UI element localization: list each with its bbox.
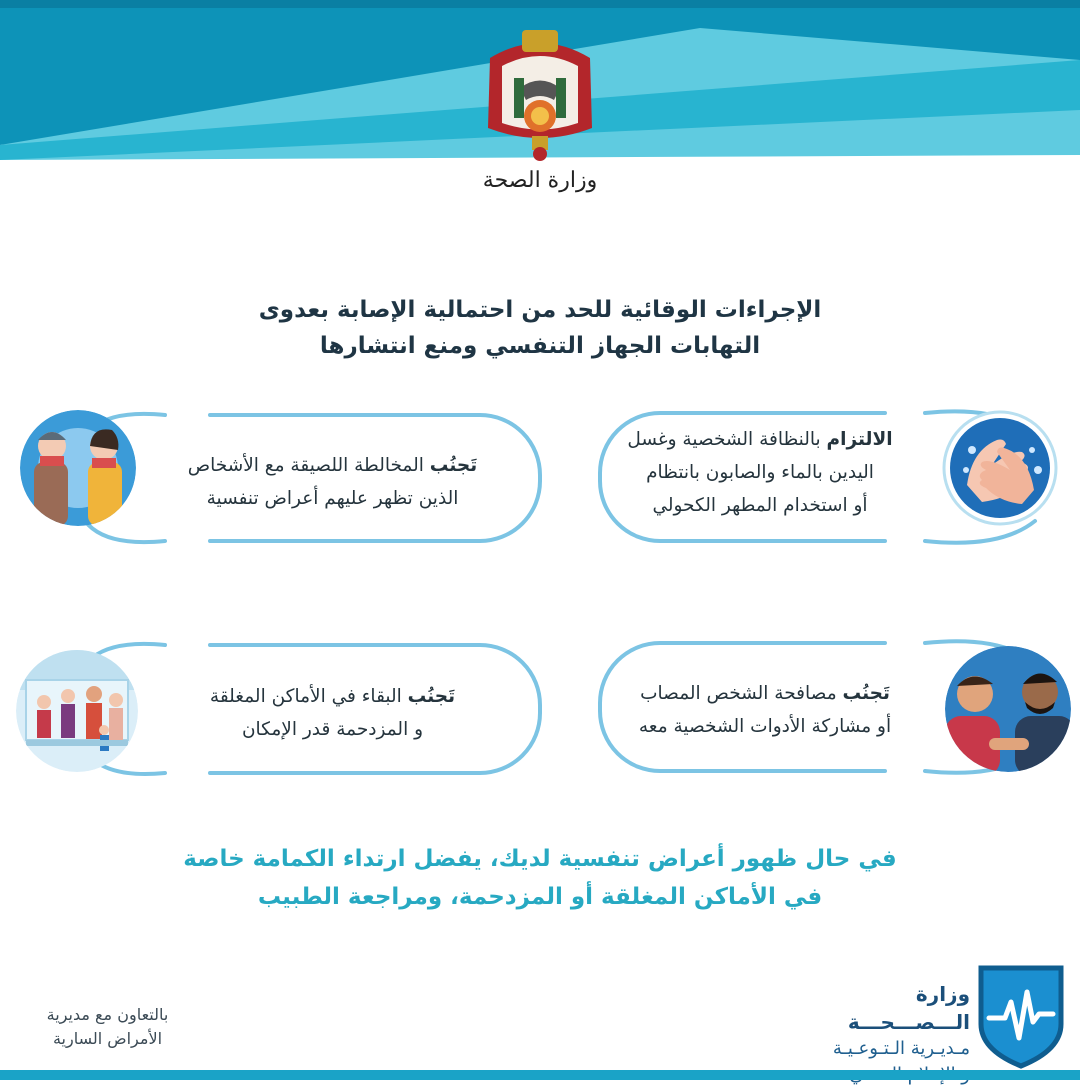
partner-line-1: بالتعاون مع مديرية — [46, 1005, 169, 1024]
card-1-line-3: أو استخدام المطهر الكحولي — [652, 495, 868, 516]
card-avoid-handshake — [585, 677, 945, 743]
title-line-2: التهابات الجهاز التنفسي ومنع انتشارها — [319, 333, 761, 359]
card-hand-hygiene — [580, 423, 940, 522]
card-2-keyword: تَجنُب — [429, 455, 478, 476]
page-title — [150, 292, 930, 364]
card-2-line-1: المخالطة اللصيقة مع الأشخاص — [187, 455, 430, 476]
handwashing-icon — [942, 410, 1058, 526]
card-4-line-1: البقاء في الأماكن المغلقة — [209, 686, 408, 707]
card-avoid-crowded-places — [140, 680, 525, 746]
card-3-line-1: مصافحة الشخص المصاب — [640, 683, 843, 704]
title-line-1: الإجراءات الوقائية للحد من احتمالية الإصابة بعدوى — [258, 297, 822, 323]
logo-subtitle-1: مـديـرية الـتـوعـيـة — [832, 1038, 970, 1059]
coat-of-arms-emblem — [480, 28, 600, 163]
bottom-accent-bar — [0, 1070, 1080, 1080]
card-4-keyword: تَجنُب — [407, 686, 456, 707]
card-3-keyword: تَجنُب — [842, 683, 890, 704]
card-avoid-close-contact — [135, 449, 530, 515]
shield-heartbeat-icon — [975, 962, 1067, 1070]
partner-credit — [20, 1003, 195, 1051]
card-1-line-2: اليدين بالماء والصابون بانتظام — [646, 462, 874, 483]
partner-line-2: الأمراض السارية — [52, 1029, 163, 1048]
handshake-icon — [945, 646, 1071, 772]
ministry-name-calligraphy: وزارة الصحة — [482, 168, 598, 193]
card-1-keyword: الالتزام — [826, 429, 893, 450]
mask-advice-note — [120, 840, 960, 916]
crowd-icon — [16, 650, 138, 772]
card-1-line-1: بالنظافة الشخصية وغسل — [627, 429, 827, 450]
card-3-line-2: أو مشاركة الأدوات الشخصية معه — [638, 716, 892, 737]
logo-title: وزارة الـــصـــحـــة — [847, 982, 970, 1034]
note-line-2: في الأماكن المغلقة أو المزدحمة، ومراجعة الطبيب — [257, 884, 823, 910]
sick-people-icon — [20, 410, 136, 526]
card-4-line-2: و المزدحمة قدر الإمكان — [241, 719, 424, 740]
card-2-line-2: الذين تظهر عليهم أعراض تنفسية — [206, 488, 459, 509]
note-line-1: في حال ظهور أعراض تنفسية لديك، يفضل ارتداء الكمامة خاصة — [183, 846, 897, 872]
